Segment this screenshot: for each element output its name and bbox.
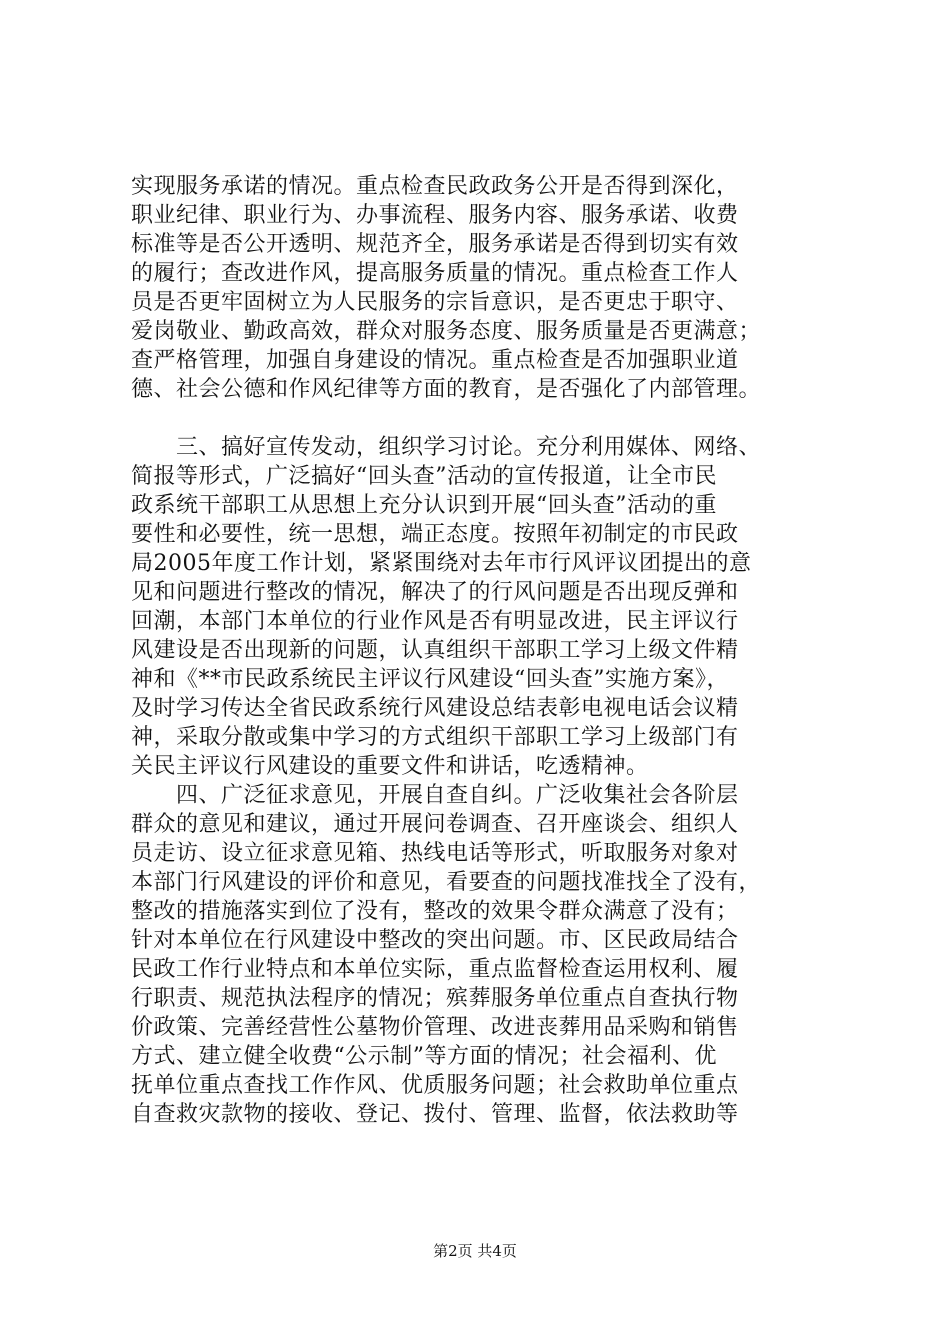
paragraph-block-1 [131, 172, 831, 404]
text-line: 四、广泛征求意见，开展自查自纠。广泛收集社会各阶层 [131, 783, 739, 808]
text-line: 的履行；查改进作风，提高服务质量的情况。重点检查工作人 [131, 261, 739, 286]
text-line: 整改的措施落实到位了没有，整改的效果令群众满意了没有； [131, 899, 739, 924]
text-line: 关民主评议行风建设的重要文件和讲话，吃透精神。 [131, 754, 649, 779]
text-line: 简报等形式，广泛搞好“回头查”活动的宣传报道，让全市民 [131, 464, 717, 489]
text-line: 神，采取分散或集中学习的方式组织干部职工学习上级部门有 [131, 725, 739, 750]
text-line: 抚单位重点查找工作作风、优质服务问题；社会救助单位重点 [131, 1073, 739, 1098]
text-line: 神和《**市民政系统民主评议行风建设“回头查”实施方案》， [131, 667, 729, 692]
text-line: 风建设是否出现新的问题，认真组织干部职工学习上级文件精 [131, 638, 739, 663]
text-line: 标准等是否公开透明、规范齐全，服务承诺是否得到切实有效 [131, 232, 739, 257]
page-number-footer: 第2页 共4页 [433, 1242, 517, 1260]
text-line: 民政工作行业特点和本单位实际，重点监督检查运用权利、履 [131, 957, 739, 982]
text-line: 员走访、设立征求意见箱、热线电话等形式，听取服务对象对 [131, 841, 739, 866]
text-line: 政系统干部职工从思想上充分认识到开展“回头查”活动的重 [131, 493, 717, 518]
paragraph-gap [131, 404, 831, 433]
text-line: 爱岗敬业、勤政高效，群众对服务态度、服务质量是否更满意； [131, 319, 762, 344]
text-line: 群众的意见和建议，通过开展问卷调查、召开座谈会、组织人 [131, 812, 739, 837]
text-line: 价政策、完善经营性公墓物价管理、改进丧葬用品采购和销售 [131, 1015, 739, 1040]
text-line: 行职责、规范执法程序的情况；殡葬服务单位重点自查执行物 [131, 986, 739, 1011]
text-line: 员是否更牢固树立为人民服务的宗旨意识，是否更忠于职守、 [131, 290, 739, 315]
text-line: 及时学习传达全省民政系统行风建设总结表彰电视电话会议精 [131, 696, 739, 721]
text-line: 三、搞好宣传发动，组织学习讨论。充分利用媒体、网络、 [131, 435, 762, 460]
text-line: 回潮，本部门本单位的行业作风是否有明显改进，民主评议行 [131, 609, 739, 634]
text-line: 查严格管理，加强自身建设的情况。重点检查是否加强职业道 [131, 348, 739, 373]
text-line: 方式、建立健全收费“公示制”等方面的情况；社会福利、优 [131, 1044, 717, 1069]
text-line: 要性和必要性，统一思想，端正态度。按照年初制定的市民政 [131, 522, 739, 547]
text-line: 针对本单位在行风建设中整改的突出问题。市、区民政局结合 [131, 928, 739, 953]
paragraph-block-2 [131, 433, 831, 1129]
text-line: 局2005年度工作计划，紧紧围绕对去年市行风评议团提出的意 [131, 551, 752, 576]
text-line: 实现服务承诺的情况。重点检查民政政务公开是否得到深化， [131, 174, 739, 199]
document-body [131, 172, 831, 1129]
text-line: 职业纪律、职业行为、办事流程、服务内容、服务承诺、收费 [131, 203, 739, 228]
text-line: 自查救灾款物的接收、登记、拨付、管理、监督，依法救助等 [131, 1102, 739, 1127]
text-line: 见和问题进行整改的情况，解决了的行风问题是否出现反弹和 [131, 580, 739, 605]
text-line: 本部门行风建设的评价和意见，看要查的问题找准找全了没有， [131, 870, 762, 895]
text-line: 德、社会公德和作风纪律等方面的教育，是否强化了内部管理。 [131, 377, 762, 402]
